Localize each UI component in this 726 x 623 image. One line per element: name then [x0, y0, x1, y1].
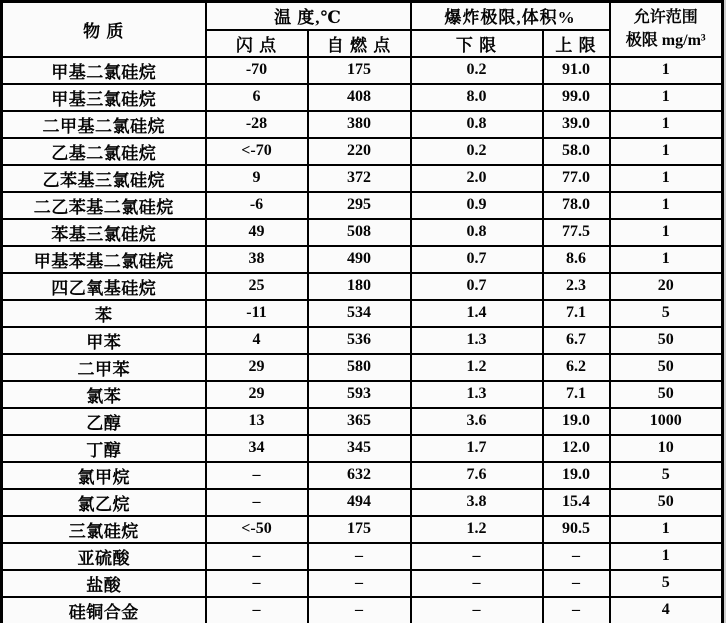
substance-cell: 氯乙烷	[2, 489, 206, 516]
table-row	[2, 219, 723, 246]
table-row	[2, 408, 723, 435]
value-cell: 50	[610, 354, 723, 381]
value-cell: -11	[206, 300, 308, 327]
value-cell: –	[308, 543, 411, 570]
substance-cell: 丁醇	[2, 435, 206, 462]
substance-cell: 乙醇	[2, 408, 206, 435]
value-cell: 1000	[610, 408, 723, 435]
value-cell: 6	[206, 84, 308, 111]
value-cell: 0.7	[411, 246, 543, 273]
value-cell: <-70	[206, 138, 308, 165]
value-cell: -6	[206, 192, 308, 219]
substance-cell: 乙苯基三氯硅烷	[2, 165, 206, 192]
value-cell: 380	[308, 111, 411, 138]
value-cell: 175	[308, 516, 411, 543]
value-cell: 490	[308, 246, 411, 273]
value-cell: 25	[206, 273, 308, 300]
substance-cell: 二甲基二氯硅烷	[2, 111, 206, 138]
substance-cell: 甲基苯基二氯硅烷	[2, 246, 206, 273]
value-cell: 1	[610, 219, 723, 246]
value-cell: 534	[308, 300, 411, 327]
value-cell: –	[206, 570, 308, 597]
value-cell: -70	[206, 57, 308, 84]
value-cell: 508	[308, 219, 411, 246]
value-cell: 295	[308, 192, 411, 219]
value-cell: 7.1	[543, 300, 610, 327]
value-cell: 1	[610, 138, 723, 165]
value-cell: 34	[206, 435, 308, 462]
value-cell: 49	[206, 219, 308, 246]
value-cell: 13	[206, 408, 308, 435]
value-cell: –	[543, 543, 610, 570]
table-row	[2, 516, 723, 543]
value-cell: 345	[308, 435, 411, 462]
value-cell: 50	[610, 381, 723, 408]
value-cell: 3.8	[411, 489, 543, 516]
value-cell: 4	[206, 327, 308, 354]
table-body	[2, 57, 723, 623]
value-cell: 77.5	[543, 219, 610, 246]
table-row	[2, 300, 723, 327]
value-cell: 99.0	[543, 84, 610, 111]
value-cell: 19.0	[543, 408, 610, 435]
substance-cell: 四乙氧基硅烷	[2, 273, 206, 300]
value-cell: –	[308, 597, 411, 623]
value-cell: 7.1	[543, 381, 610, 408]
allowable-limit-line1: 允许范围	[633, 9, 698, 27]
value-cell: 220	[308, 138, 411, 165]
value-cell: –	[543, 597, 610, 623]
table-row	[2, 165, 723, 192]
value-cell: 5	[610, 570, 723, 597]
value-cell: 12.0	[543, 435, 610, 462]
substance-cell: 亚硫酸	[2, 543, 206, 570]
substance-cell: 苯	[2, 300, 206, 327]
value-cell: –	[206, 597, 308, 623]
value-cell: 1.7	[411, 435, 543, 462]
value-cell: 50	[610, 327, 723, 354]
substance-cell: 盐酸	[2, 570, 206, 597]
value-cell: 5	[610, 462, 723, 489]
value-cell: 0.2	[411, 57, 543, 84]
value-cell: 1.2	[411, 354, 543, 381]
table-row	[2, 273, 723, 300]
value-cell: 1	[610, 84, 723, 111]
value-cell: –	[543, 570, 610, 597]
substance-cell: 苯基三氯硅烷	[2, 219, 206, 246]
value-cell: 58.0	[543, 138, 610, 165]
value-cell: –	[206, 462, 308, 489]
table-row	[2, 354, 723, 381]
value-cell: 29	[206, 381, 308, 408]
value-cell: 1	[610, 543, 723, 570]
value-cell: –	[411, 543, 543, 570]
substance-cell: 乙基二氯硅烷	[2, 138, 206, 165]
substance-cell: 氯甲烷	[2, 462, 206, 489]
table-row	[2, 57, 723, 84]
value-cell: 10	[610, 435, 723, 462]
col-header-upper-limit: 上 限	[543, 30, 610, 57]
table-row	[2, 435, 723, 462]
substance-cell: 甲基二氯硅烷	[2, 57, 206, 84]
value-cell: 6.2	[543, 354, 610, 381]
value-cell: 9	[206, 165, 308, 192]
value-cell: 0.9	[411, 192, 543, 219]
substance-cell: 二乙苯基二氯硅烷	[2, 192, 206, 219]
value-cell: 408	[308, 84, 411, 111]
value-cell: 365	[308, 408, 411, 435]
value-cell: 0.7	[411, 273, 543, 300]
substance-cell: 二甲苯	[2, 354, 206, 381]
substance-cell: 氯苯	[2, 381, 206, 408]
value-cell: 580	[308, 354, 411, 381]
value-cell: 19.0	[543, 462, 610, 489]
table-row	[2, 597, 723, 623]
value-cell: 1	[610, 516, 723, 543]
value-cell: 1	[610, 57, 723, 84]
table-row	[2, 327, 723, 354]
substance-cell: 甲苯	[2, 327, 206, 354]
value-cell: 78.0	[543, 192, 610, 219]
value-cell: 372	[308, 165, 411, 192]
col-header-lower-limit: 下 限	[411, 30, 543, 57]
value-cell: 0.8	[411, 219, 543, 246]
value-cell: –	[411, 570, 543, 597]
col-header-flash-point: 闪 点	[206, 30, 308, 57]
value-cell: 2.0	[411, 165, 543, 192]
value-cell: 1.2	[411, 516, 543, 543]
value-cell: –	[411, 597, 543, 623]
value-cell: 1	[610, 192, 723, 219]
value-cell: 0.2	[411, 138, 543, 165]
table-row	[2, 111, 723, 138]
allowable-limit-line2: 极限 mg/m³	[625, 32, 706, 50]
col-header-temperature: 温 度,℃	[206, 2, 411, 30]
value-cell: 38	[206, 246, 308, 273]
value-cell: 90.5	[543, 516, 610, 543]
substance-cell: 硅铜合金	[2, 597, 206, 623]
table-row	[2, 192, 723, 219]
value-cell: 494	[308, 489, 411, 516]
value-cell: 0.8	[411, 111, 543, 138]
value-cell: 8.0	[411, 84, 543, 111]
value-cell: 1	[610, 111, 723, 138]
value-cell: –	[206, 489, 308, 516]
table-row	[2, 570, 723, 597]
value-cell: 50	[610, 489, 723, 516]
col-header-autoignition-point: 自 燃 点	[308, 30, 411, 57]
substance-cell: 甲基三氯硅烷	[2, 84, 206, 111]
value-cell: 593	[308, 381, 411, 408]
value-cell: 175	[308, 57, 411, 84]
table-header	[2, 2, 723, 57]
value-cell: –	[206, 543, 308, 570]
value-cell: 1	[610, 246, 723, 273]
value-cell: 632	[308, 462, 411, 489]
value-cell: 5	[610, 300, 723, 327]
value-cell: 180	[308, 273, 411, 300]
table-row	[2, 462, 723, 489]
value-cell: 39.0	[543, 111, 610, 138]
value-cell: 29	[206, 354, 308, 381]
value-cell: 20	[610, 273, 723, 300]
col-header-allowable-limit	[610, 2, 723, 57]
table-row	[2, 138, 723, 165]
value-cell: 6.7	[543, 327, 610, 354]
substance-cell: 三氯硅烷	[2, 516, 206, 543]
value-cell: –	[308, 570, 411, 597]
value-cell: 15.4	[543, 489, 610, 516]
value-cell: 8.6	[543, 246, 610, 273]
table-row	[2, 489, 723, 516]
table-row	[2, 246, 723, 273]
value-cell: 1	[610, 165, 723, 192]
value-cell: 3.6	[411, 408, 543, 435]
value-cell: -28	[206, 111, 308, 138]
value-cell: 1.3	[411, 327, 543, 354]
table-row	[2, 84, 723, 111]
value-cell: 4	[610, 597, 723, 623]
col-header-substance: 物 质	[2, 2, 206, 57]
value-cell: 7.6	[411, 462, 543, 489]
value-cell: 77.0	[543, 165, 610, 192]
value-cell: 1.4	[411, 300, 543, 327]
value-cell: <-50	[206, 516, 308, 543]
table-row	[2, 381, 723, 408]
value-cell: 2.3	[543, 273, 610, 300]
col-header-explosion-limits: 爆炸极限,体积%	[411, 2, 610, 30]
value-cell: 91.0	[543, 57, 610, 84]
header-row-1	[2, 2, 723, 30]
value-cell: 1.3	[411, 381, 543, 408]
value-cell: 536	[308, 327, 411, 354]
table-row	[2, 543, 723, 570]
